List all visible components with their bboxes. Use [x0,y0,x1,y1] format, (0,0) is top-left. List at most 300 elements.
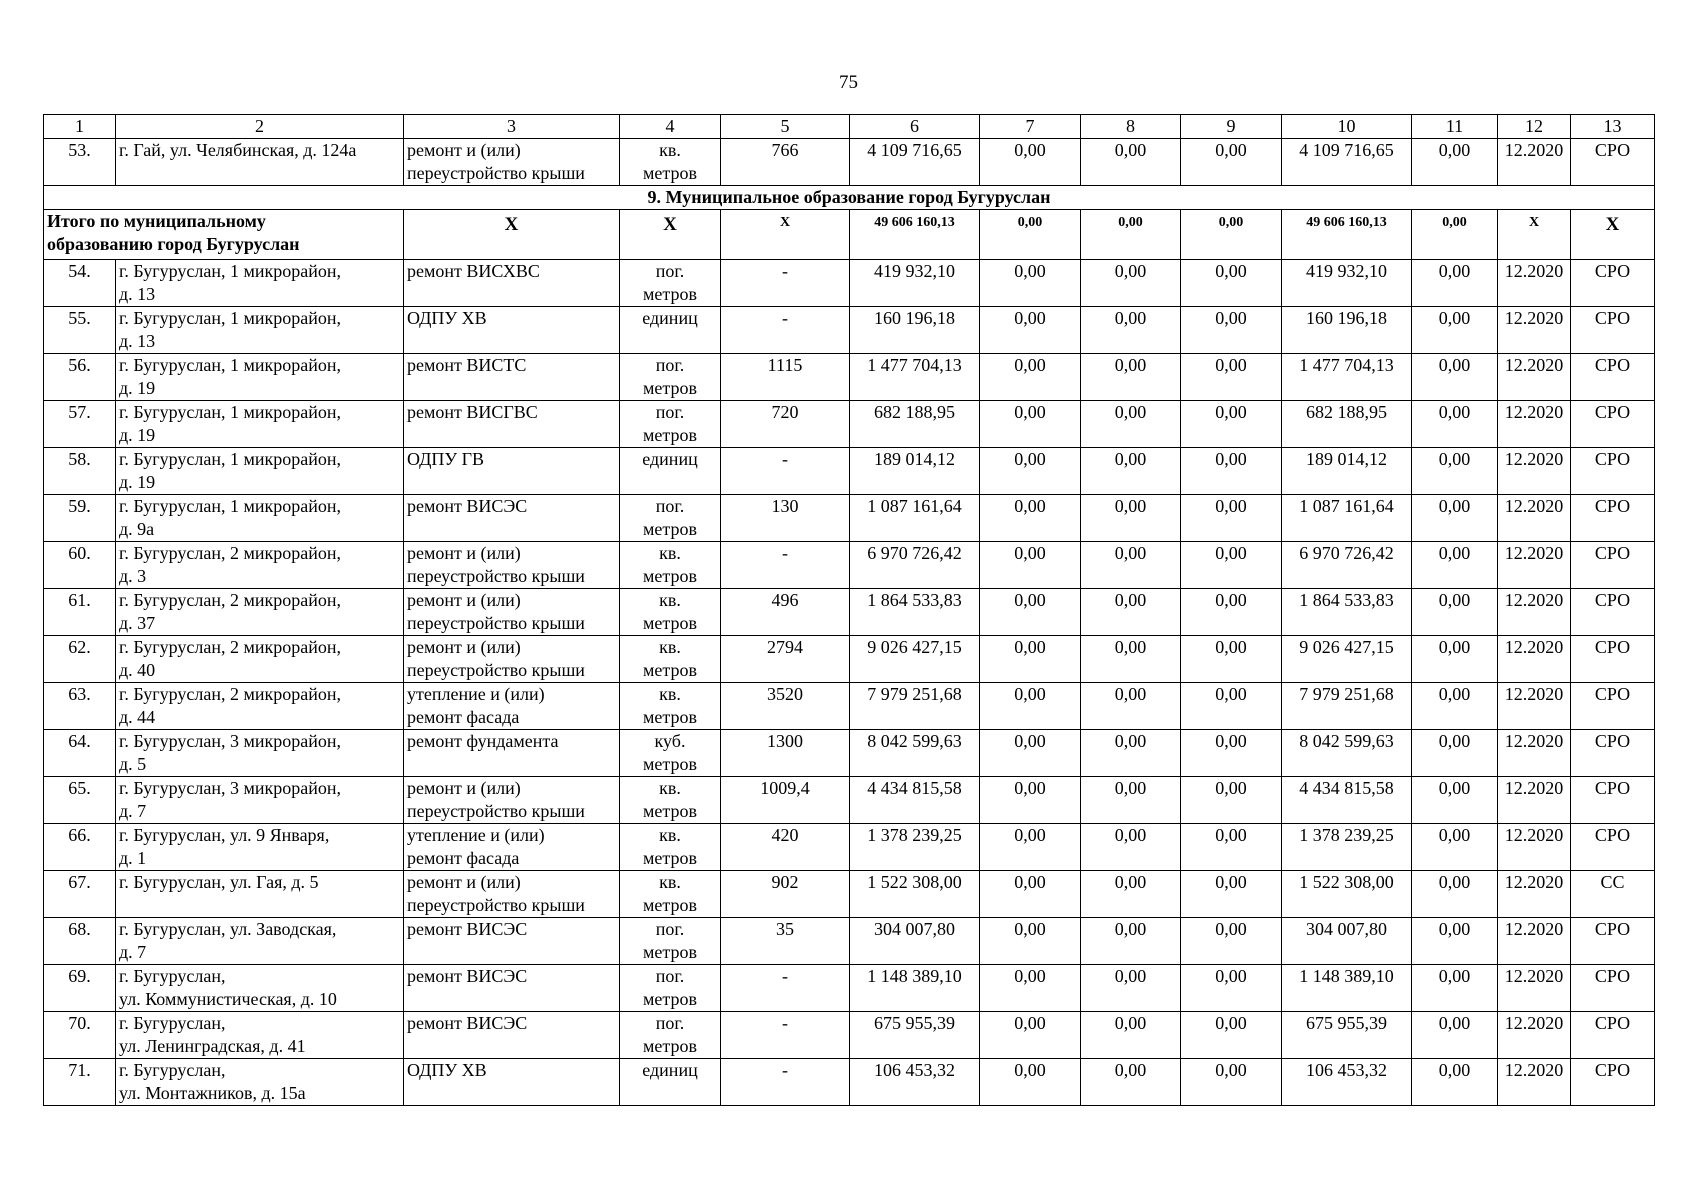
address-line: д. 19 [119,472,156,492]
date-cell: 12.2020 [1498,542,1571,589]
work-line: переустройство крыши [407,660,585,680]
total-x-cell: X [620,210,721,260]
work-line: ОДПУ ХВ [407,308,487,328]
unit-line: метров [643,848,697,868]
work-type-cell [404,542,620,589]
date-cell: 12.2020 [1498,260,1571,307]
fund-cost-cell: 160 196,18 [1282,307,1412,354]
unit-cell [620,260,721,307]
unit-line: кв. [659,684,681,704]
value-cell: 0,00 [980,965,1081,1012]
work-line: ремонт ВИСХВС [407,261,540,281]
unit-cell [620,1059,721,1106]
unit-line: метров [643,378,697,398]
date-cell: 12.2020 [1498,918,1571,965]
value-cell: 0,00 [1181,260,1282,307]
work-line: ремонт и (или) [407,140,521,160]
value-cell: 0,00 [1081,401,1181,448]
work-line: ремонт и (или) [407,778,521,798]
row-number: 62. [44,636,116,683]
value-cell: 0,00 [1081,495,1181,542]
quantity-cell: 35 [721,918,850,965]
value-cell: 0,00 [1081,542,1181,589]
work-line: утепление и (или) [407,825,545,845]
value-cell: 0,00 [1081,1059,1181,1106]
unit-line: метров [643,989,697,1009]
total-cost-cell: 6 970 726,42 [850,542,980,589]
address-line: г. Бугуруслан, 1 микрорайон, [119,496,342,516]
value-cell: 0,00 [1412,542,1498,589]
work-type-cell [404,824,620,871]
value-cell: 0,00 [1081,260,1181,307]
work-type-cell [404,260,620,307]
unit-line: метров [643,754,697,774]
quantity-cell: 1300 [721,730,850,777]
date-cell: 12.2020 [1498,965,1571,1012]
address-line: ул. Ленинградская, д. 41 [119,1036,306,1056]
address-line: д. 44 [119,707,156,727]
value-cell: 0,00 [1081,871,1181,918]
unit-line: метров [643,1036,697,1056]
column-header: 3 [404,115,620,139]
row-number: 69. [44,965,116,1012]
work-line: ОДПУ ХВ [407,1060,487,1080]
method-code-cell: СРО [1571,918,1655,965]
work-line: ремонт ВИСТС [407,355,527,375]
fund-cost-cell: 9 026 427,15 [1282,636,1412,683]
table-row [44,1012,1655,1059]
value-cell: 0,00 [1412,918,1498,965]
total-x-cell: X [404,210,620,260]
unit-line: куб. [654,731,686,751]
total-cost-cell: 419 932,10 [850,260,980,307]
work-line: ремонт ВИСЭС [407,1013,528,1033]
table-row [44,307,1655,354]
table-row [44,1059,1655,1106]
total-label [44,210,404,260]
section-row [44,186,1655,210]
work-type-cell [404,589,620,636]
work-type-cell [404,636,620,683]
quantity-cell: 2794 [721,636,850,683]
table-row [44,589,1655,636]
total-cost-cell: 8 042 599,63 [850,730,980,777]
address-line: г. Бугуруслан, 2 микрорайон, [119,684,342,704]
value-cell: 0,00 [1181,542,1282,589]
work-line: ремонт и (или) [407,872,521,892]
column-header: 12 [1498,115,1571,139]
table-row [44,354,1655,401]
row-number: 61. [44,589,116,636]
total-cost-cell: 4 109 716,65 [850,139,980,186]
total-label-line: образованию город Бугуруслан [47,234,300,254]
unit-cell [620,824,721,871]
address-line: г. Бугуруслан, 1 микрорайон, [119,261,342,281]
row-number: 70. [44,1012,116,1059]
unit-cell [620,448,721,495]
column-header: 1 [44,115,116,139]
value-cell: 0,00 [1412,1059,1498,1106]
total-value-cell: 0,00 [1412,210,1498,260]
fund-cost-cell: 1 864 533,83 [1282,589,1412,636]
table-row [44,401,1655,448]
value-cell: 0,00 [980,824,1081,871]
total-label-line: Итого по муниципальному [47,211,266,231]
quantity-cell: 130 [721,495,850,542]
unit-line: метров [643,566,697,586]
value-cell: 0,00 [1081,448,1181,495]
address-cell [116,139,404,186]
date-cell: 12.2020 [1498,824,1571,871]
fund-cost-cell: 682 188,95 [1282,401,1412,448]
address-line: г. Гай, ул. Челябинская, д. 124а [119,140,357,160]
table-row [44,139,1655,186]
quantity-cell: - [721,542,850,589]
row-number: 66. [44,824,116,871]
date-cell: 12.2020 [1498,307,1571,354]
method-code-cell: СРО [1571,495,1655,542]
address-cell [116,824,404,871]
value-cell: 0,00 [1412,139,1498,186]
address-line: г. Бугуруслан, 1 микрорайон, [119,355,342,375]
date-cell: 12.2020 [1498,683,1571,730]
total-x-cell: X [721,210,850,260]
fund-cost-cell: 6 970 726,42 [1282,542,1412,589]
address-cell [116,589,404,636]
table-row [44,495,1655,542]
address-cell [116,495,404,542]
value-cell: 0,00 [980,542,1081,589]
address-line: д. 13 [119,331,156,351]
value-cell: 0,00 [1081,307,1181,354]
row-number: 71. [44,1059,116,1106]
method-code-cell: СРО [1571,260,1655,307]
table-row [44,730,1655,777]
value-cell: 0,00 [1412,824,1498,871]
row-number: 59. [44,495,116,542]
unit-line: пог. [655,1013,685,1033]
work-line: переустройство крыши [407,895,585,915]
value-cell: 0,00 [1412,730,1498,777]
unit-line: метров [643,660,697,680]
unit-line: пог. [655,496,685,516]
work-line: ремонт фундамента [407,731,559,751]
date-cell: 12.2020 [1498,1012,1571,1059]
total-value-cell: 0,00 [980,210,1081,260]
work-line: ремонт фасада [407,848,520,868]
unit-line: метров [643,707,697,727]
date-cell: 12.2020 [1498,730,1571,777]
value-cell: 0,00 [980,918,1081,965]
value-cell: 0,00 [980,589,1081,636]
value-cell: 0,00 [1412,589,1498,636]
unit-cell [620,730,721,777]
value-cell: 0,00 [1081,777,1181,824]
row-number: 65. [44,777,116,824]
quantity-cell: - [721,307,850,354]
work-type-cell [404,871,620,918]
value-cell: 0,00 [1412,260,1498,307]
address-line: г. Бугуруслан, [119,1060,226,1080]
fund-cost-cell: 1 378 239,25 [1282,824,1412,871]
address-line: д. 19 [119,378,156,398]
work-line: ремонт ВИСЭС [407,966,528,986]
total-cost-cell: 1 378 239,25 [850,824,980,871]
column-header: 5 [721,115,850,139]
work-type-cell [404,777,620,824]
column-header: 4 [620,115,721,139]
method-code-cell: СРО [1571,636,1655,683]
fund-cost-cell: 4 434 815,58 [1282,777,1412,824]
work-line: ОДПУ ГВ [407,449,485,469]
work-type-cell [404,448,620,495]
fund-cost-cell: 1 477 704,13 [1282,354,1412,401]
row-number: 57. [44,401,116,448]
total-fund-cell: 49 606 160,13 [1282,210,1412,260]
unit-line: метров [643,284,697,304]
quantity-cell: 1009,4 [721,777,850,824]
value-cell: 0,00 [980,777,1081,824]
address-cell [116,1059,404,1106]
table-row [44,871,1655,918]
date-cell: 12.2020 [1498,401,1571,448]
row-number: 64. [44,730,116,777]
total-cost-cell: 106 453,32 [850,1059,980,1106]
method-code-cell: СРО [1571,1059,1655,1106]
column-header: 9 [1181,115,1282,139]
method-code-cell: СРО [1571,448,1655,495]
value-cell: 0,00 [1181,401,1282,448]
fund-cost-cell: 4 109 716,65 [1282,139,1412,186]
total-cost-cell: 682 188,95 [850,401,980,448]
value-cell: 0,00 [1181,307,1282,354]
value-cell: 0,00 [1181,1059,1282,1106]
unit-line: пог. [655,966,685,986]
unit-line: кв. [659,872,681,892]
program-table [43,114,1655,1106]
total-cost-cell: 7 979 251,68 [850,683,980,730]
address-cell [116,965,404,1012]
unit-cell [620,918,721,965]
unit-cell [620,139,721,186]
address-cell [116,260,404,307]
column-header: 2 [116,115,404,139]
unit-cell [620,777,721,824]
value-cell: 0,00 [1081,354,1181,401]
address-cell [116,871,404,918]
work-type-cell [404,401,620,448]
address-line: г. Бугуруслан, 2 микрорайон, [119,637,342,657]
total-cost-cell: 1 477 704,13 [850,354,980,401]
value-cell: 0,00 [980,683,1081,730]
work-type-cell [404,730,620,777]
value-cell: 0,00 [1412,636,1498,683]
row-number: 68. [44,918,116,965]
value-cell: 0,00 [980,448,1081,495]
address-cell [116,636,404,683]
value-cell: 0,00 [1181,824,1282,871]
total-cost-cell: 160 196,18 [850,307,980,354]
value-cell: 0,00 [1412,354,1498,401]
value-cell: 0,00 [980,730,1081,777]
method-code-cell: СРО [1571,307,1655,354]
table-row [44,683,1655,730]
row-number: 63. [44,683,116,730]
method-code-cell: СРО [1571,589,1655,636]
work-type-cell [404,354,620,401]
address-line: г. Бугуруслан, [119,1013,226,1033]
unit-cell [620,683,721,730]
quantity-cell: - [721,965,850,1012]
work-line: ремонт ВИСЭС [407,496,528,516]
value-cell: 0,00 [980,354,1081,401]
total-value-cell: 0,00 [1081,210,1181,260]
table-row [44,777,1655,824]
work-type-cell [404,965,620,1012]
fund-cost-cell: 1 087 161,64 [1282,495,1412,542]
unit-line: метров [643,801,697,821]
column-header: 11 [1412,115,1498,139]
value-cell: 0,00 [1181,683,1282,730]
total-cost-cell: 189 014,12 [850,448,980,495]
address-line: д. 5 [119,754,147,774]
row-number: 56. [44,354,116,401]
unit-line: метров [643,163,697,183]
date-cell: 12.2020 [1498,354,1571,401]
value-cell: 0,00 [1181,965,1282,1012]
total-cost-cell: 675 955,39 [850,1012,980,1059]
total-row [44,210,1655,260]
value-cell: 0,00 [1412,683,1498,730]
row-number: 54. [44,260,116,307]
quantity-cell: 720 [721,401,850,448]
address-cell [116,1012,404,1059]
work-type-cell [404,1059,620,1106]
unit-line: кв. [659,140,681,160]
work-line: переустройство крыши [407,801,585,821]
unit-line: метров [643,425,697,445]
table-row [44,542,1655,589]
total-cost-cell: 49 606 160,13 [850,210,980,260]
quantity-cell: 496 [721,589,850,636]
row-number: 55. [44,307,116,354]
address-cell [116,401,404,448]
table-row [44,636,1655,683]
value-cell: 0,00 [1412,777,1498,824]
method-code-cell: СРО [1571,824,1655,871]
value-cell: 0,00 [1081,683,1181,730]
value-cell: 0,00 [1181,636,1282,683]
quantity-cell: - [721,1012,850,1059]
address-cell [116,730,404,777]
value-cell: 0,00 [1181,730,1282,777]
address-line: г. Бугуруслан, 1 микрорайон, [119,308,342,328]
work-type-cell [404,307,620,354]
total-cost-cell: 9 026 427,15 [850,636,980,683]
column-header: 10 [1282,115,1412,139]
work-type-cell [404,918,620,965]
value-cell: 0,00 [1081,636,1181,683]
value-cell: 0,00 [1081,965,1181,1012]
quantity-cell: 420 [721,824,850,871]
value-cell: 0,00 [1412,448,1498,495]
unit-line: кв. [659,778,681,798]
unit-line: пог. [655,919,685,939]
address-line: г. Бугуруслан, 1 микрорайон, [119,402,342,422]
fund-cost-cell: 1 148 389,10 [1282,965,1412,1012]
value-cell: 0,00 [980,871,1081,918]
address-line: г. Бугуруслан, 3 микрорайон, [119,778,342,798]
date-cell: 12.2020 [1498,139,1571,186]
address-cell [116,354,404,401]
total-cost-cell: 1 522 308,00 [850,871,980,918]
address-line: г. Бугуруслан, 1 микрорайон, [119,449,342,469]
value-cell: 0,00 [1081,730,1181,777]
unit-cell [620,965,721,1012]
fund-cost-cell: 1 522 308,00 [1282,871,1412,918]
address-line: г. Бугуруслан, 3 микрорайон, [119,731,342,751]
value-cell: 0,00 [980,139,1081,186]
value-cell: 0,00 [1412,965,1498,1012]
work-line: ремонт и (или) [407,590,521,610]
work-line: ремонт фасада [407,707,520,727]
value-cell: 0,00 [980,307,1081,354]
value-cell: 0,00 [1081,1012,1181,1059]
unit-cell [620,871,721,918]
value-cell: 0,00 [1181,589,1282,636]
address-line: д. 37 [119,613,156,633]
method-code-cell: СРО [1571,139,1655,186]
address-line: г. Бугуруслан, 2 микрорайон, [119,590,342,610]
method-code-cell: СРО [1571,683,1655,730]
method-code-cell: СРО [1571,777,1655,824]
unit-line: единиц [642,449,698,469]
total-cost-cell: 1 864 533,83 [850,589,980,636]
value-cell: 0,00 [1412,871,1498,918]
value-cell: 0,00 [1081,589,1181,636]
address-line: г. Бугуруслан, ул. Заводская, [119,919,337,939]
quantity-cell: 1115 [721,354,850,401]
table-body [44,115,1655,1106]
method-code-cell: СРО [1571,542,1655,589]
unit-line: метров [643,613,697,633]
total-cost-cell: 1 087 161,64 [850,495,980,542]
quantity-cell: - [721,260,850,307]
date-cell: 12.2020 [1498,777,1571,824]
total-cost-cell: 304 007,80 [850,918,980,965]
date-cell: 12.2020 [1498,495,1571,542]
value-cell: 0,00 [1081,918,1181,965]
value-cell: 0,00 [1181,448,1282,495]
column-header: 6 [850,115,980,139]
page-number: 75 [839,72,858,93]
work-line: переустройство крыши [407,566,585,586]
total-value-cell: 0,00 [1181,210,1282,260]
address-line: д. 19 [119,425,156,445]
section-title: 9. Муниципальное образование город Бугуруслан [44,186,1655,210]
value-cell: 0,00 [1412,1012,1498,1059]
address-line: г. Бугуруслан, [119,966,226,986]
value-cell: 0,00 [980,636,1081,683]
column-header: 8 [1081,115,1181,139]
address-line: д. 9а [119,519,155,539]
address-line: ул. Коммунистическая, д. 10 [119,989,337,1009]
work-line: переустройство крыши [407,613,585,633]
quantity-cell: 902 [721,871,850,918]
address-line: г. Бугуруслан, ул. 9 Января, [119,825,330,845]
work-line: переустройство крыши [407,163,585,183]
unit-cell [620,542,721,589]
